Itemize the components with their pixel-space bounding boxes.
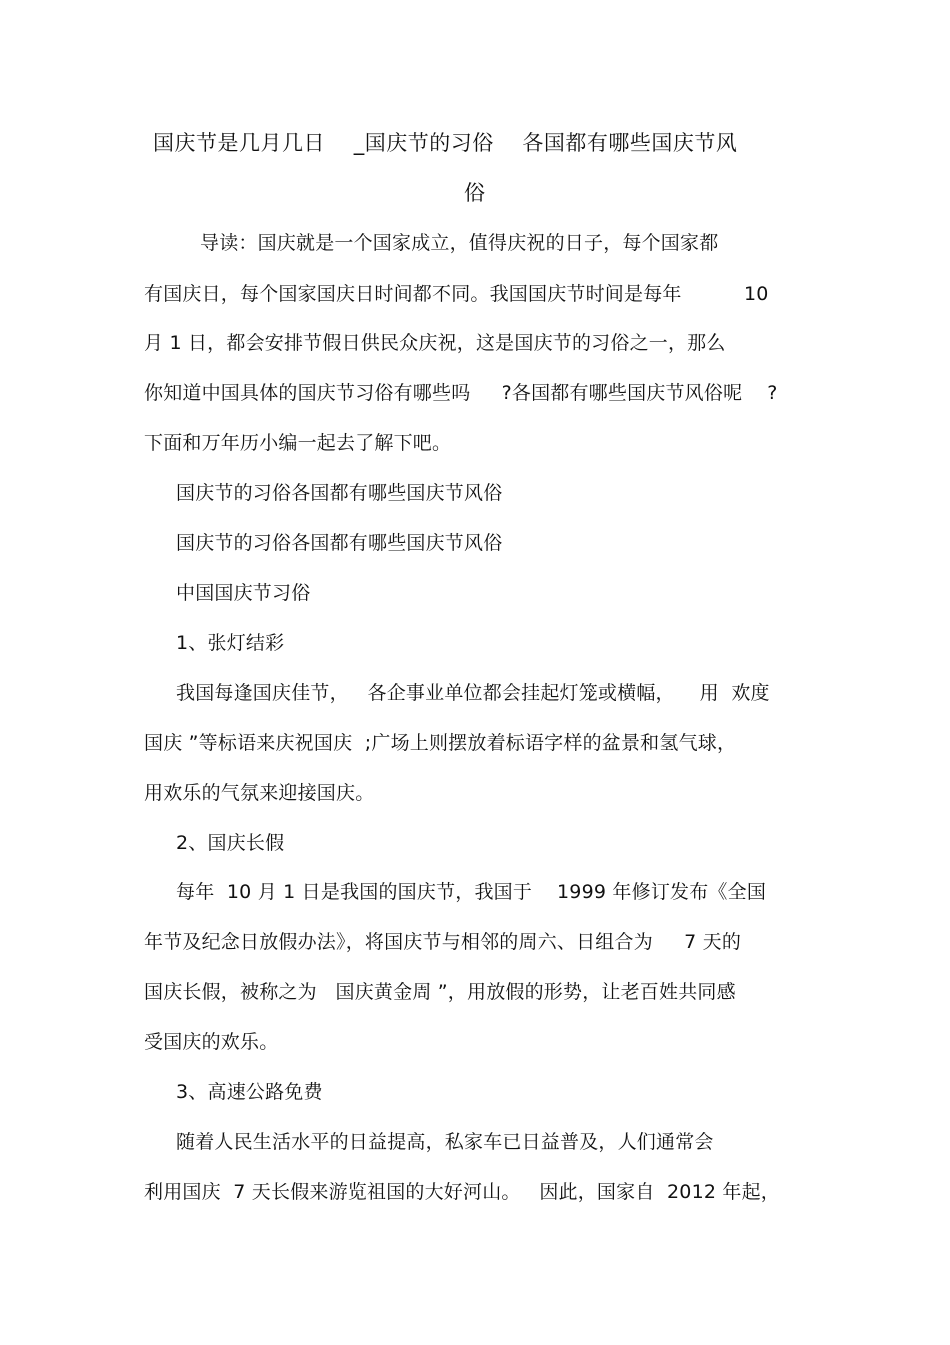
intro-line-5: 下面和万年历小编一起去了解下吧。	[144, 432, 452, 454]
intro-line-2: 有国庆日，每个国家国庆日时间都不同。我国国庆节时间是每年 10	[144, 283, 769, 305]
item-heading-2: 2、国庆长假	[176, 832, 285, 854]
item-3-line-2: 利用国庆 7 天长假来游览祖国的大好河山。 因此，国家自 2012 年起，	[144, 1181, 780, 1203]
subheading-1: 国庆节的习俗各国都有哪些国庆节风俗	[176, 482, 503, 504]
item-heading-3: 3、高速公路免费	[176, 1081, 323, 1103]
item-1-line-3: 用欢乐的气氛来迎接国庆。	[144, 782, 375, 804]
item-2-line-3: 国庆长假，被称之为 国庆黄金周 ”，用放假的形势，让老百姓共同感	[144, 981, 736, 1003]
title-line-2: 俗	[464, 181, 486, 205]
item-1-line-2: 国庆 ”等标语来庆祝国庆 ;广场上则摆放着标语字样的盆景和氢气球，	[144, 732, 737, 754]
title-line-1: 国庆节是几月几日 _国庆节的习俗 各国都有哪些国庆节风	[153, 131, 738, 155]
intro-line-3: 月 1 日，都会安排节假日供民众庆祝，这是国庆节的习俗之一，那么	[144, 332, 726, 354]
section-heading: 中国国庆节习俗	[176, 582, 311, 604]
intro-line-4: 你知道中国具体的国庆节习俗有哪些吗 ?各国都有哪些国庆节风俗呢 ?	[144, 382, 778, 404]
item-heading-1: 1、张灯结彩	[176, 632, 285, 654]
item-2-line-4: 受国庆的欢乐。	[144, 1031, 279, 1053]
item-2-line-1: 每年 10 月 1 日是我国的国庆节，我国于 1999 年修订发布《全国	[176, 881, 767, 903]
item-3-line-1: 随着人民生活水平的日益提高，私家车已日益普及，人们通常会	[176, 1131, 714, 1153]
item-1-line-1: 我国每逢国庆佳节， 各企事业单位都会挂起灯笼或横幅， 用 欢度	[176, 682, 770, 704]
item-2-line-2: 年节及纪念日放假办法》，将国庆节与相邻的周六、日组合为 7 天的	[144, 931, 742, 953]
intro-line-1: 导读：国庆就是一个国家成立，值得庆祝的日子，每个国家都	[200, 232, 719, 254]
subheading-2: 国庆节的习俗各国都有哪些国庆节风俗	[176, 532, 503, 554]
